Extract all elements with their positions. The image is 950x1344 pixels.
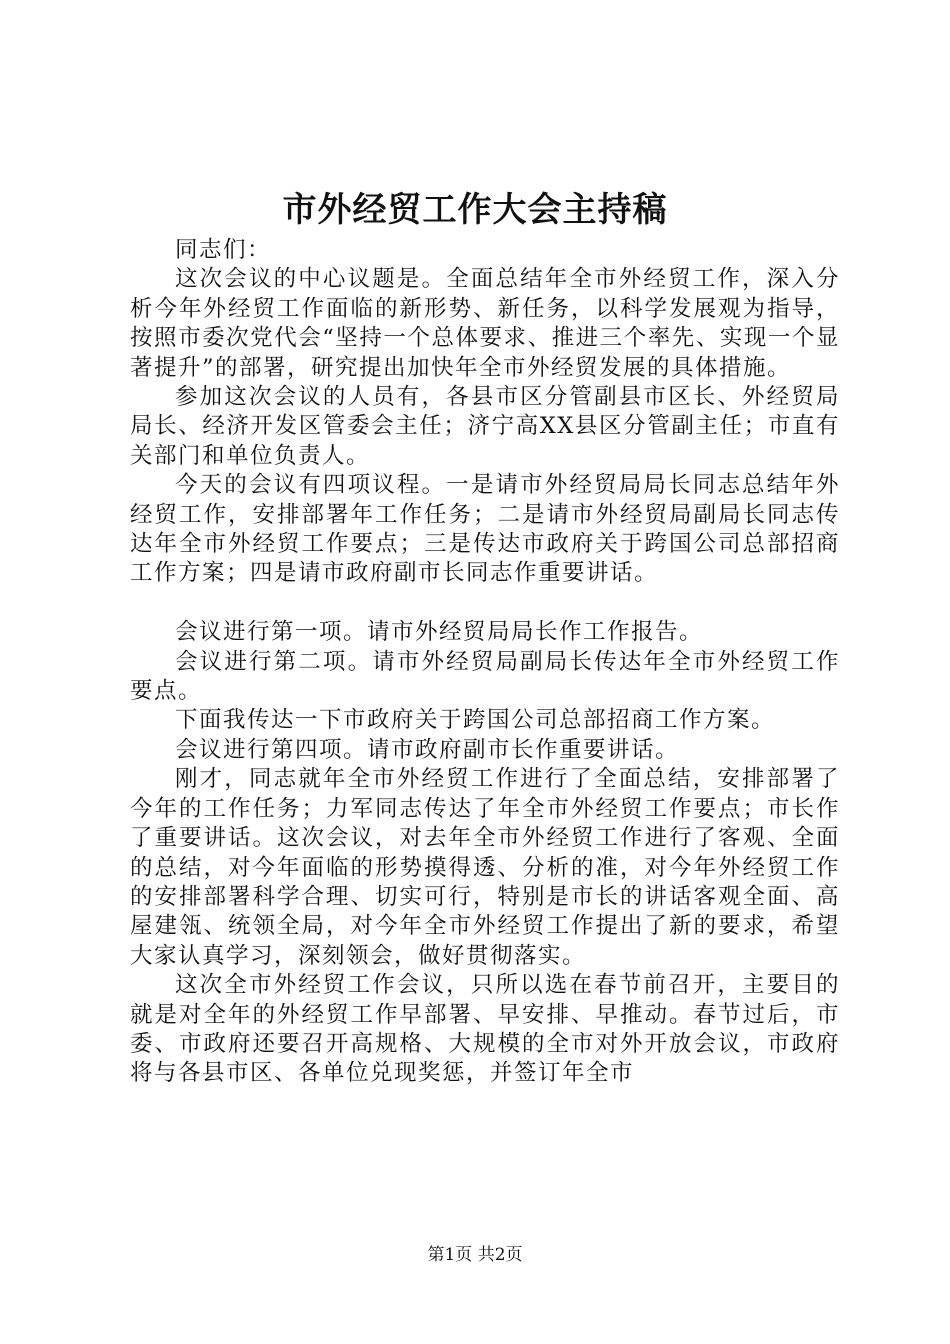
body-paragraph: 参加这次会议的人员有，各县市区分管副县市区长、外经贸局局长、经济开发区管委会主任；济宁高XX县区分管副主任；市直有关部门和单位负责人。 [130, 384, 840, 469]
document-body [130, 236, 840, 1089]
body-paragraph: 这次会议的中心议题是。全面总结年全市外经贸工作，深入分析今年外经贸工作面临的新形势、新任务，以科学发展观为指导，按照市委次党代会“坚持一个总体要求、推进三个率先、实现一个显著提升”的部署，研究提出加快年全市外经贸发展的具体措施。 [130, 266, 840, 381]
body-paragraph: 下面我传达一下市政府关于跨国公司总部招商工作方案。 [175, 707, 776, 734]
body-paragraph: 刚才，同志就年全市外经贸工作进行了全面总结，安排部署了今年的工作任务；力军同志传达了年全市外经贸工作要点；市长作了重要讲话。这次会议，对去年全市外经贸工作进行了客观、全面的总结，对今年面临的形势摸得透、分析的准，对今年外经贸工作的安排部署科学合理、切实可行，特别是市长的讲话客观全面、高屋建瓴、统领全局，对今年全市外经贸工作提出了新的要求，希望大家认真学习，深刻领会，做好贯彻落实。 [130, 766, 840, 969]
document-title: 市外经贸工作大会主持稿 [282, 190, 668, 230]
body-paragraph: 今天的会议有四项议程。一是请市外经贸局局长同志总结年外经贸工作，安排部署年工作任务；二是请市外经贸局副局长同志传达年全市外经贸工作要点；三是传达市政府关于跨国公司总部招商工作方案；四是请市政府副市长同志作重要讲话。 [130, 472, 840, 587]
body-paragraph: 会议进行第一项。请市外经贸局局长作工作报告。 [175, 619, 704, 646]
body-paragraph: 这次全市外经贸工作会议，只所以选在春节前召开，主要目的就是对全年的外经贸工作早部署、早安排、早推动。春节过后，市委、市政府还要召开高规格、大规模的全市对外开放会议，市政府将与各县市区、各单位兑现奖惩，并签订年全市 [130, 972, 840, 1087]
salutation-paragraph: 同志们： [175, 237, 272, 263]
body-paragraph: 会议进行第二项。请市外经贸局副局长传达年全市外经贸工作要点。 [130, 648, 840, 705]
page-footer: 第1页 共2页 [427, 1245, 523, 1265]
body-paragraph: 会议进行第四项。请市政府副市长作重要讲话。 [175, 736, 680, 763]
